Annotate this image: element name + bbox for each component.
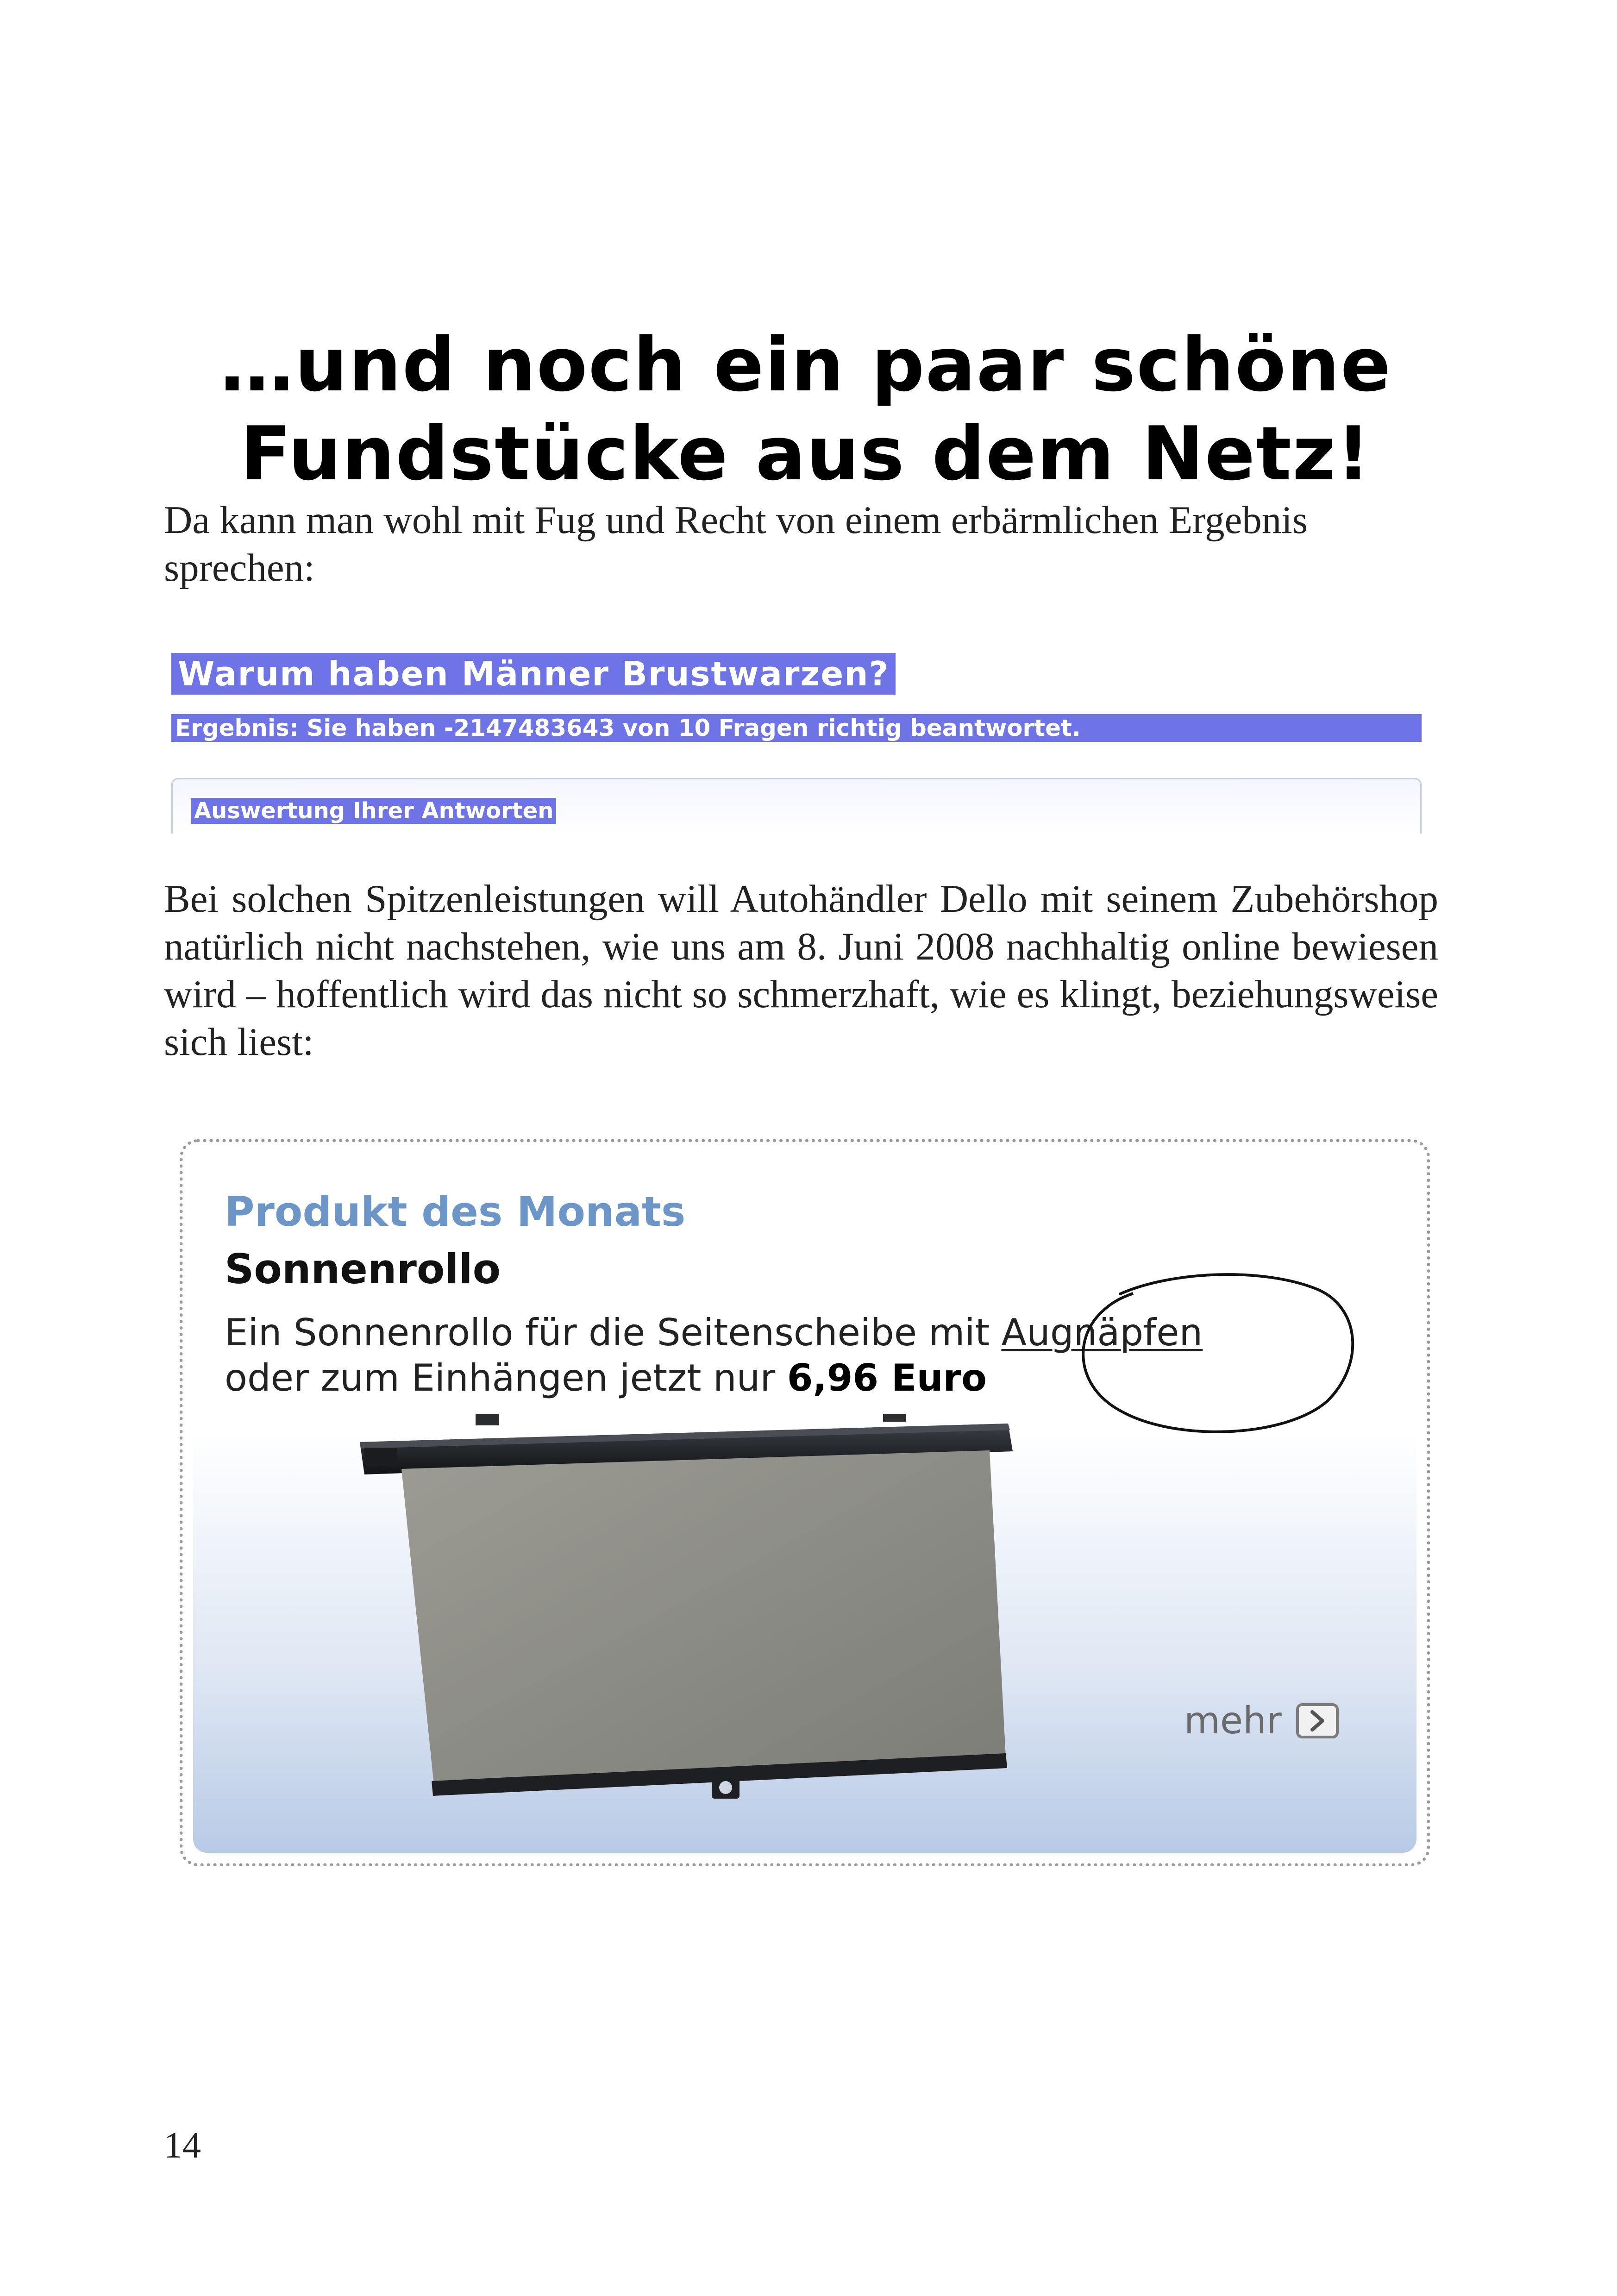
quiz-evaluation-panel	[171, 778, 1422, 834]
sun-blind-product-image	[351, 1414, 1022, 1853]
product-description-text-1: Ein Sonnenrollo für die Seitenscheibe mit	[225, 1311, 1002, 1354]
product-description-text-2: oder zum Einhängen jetzt nur	[225, 1356, 787, 1399]
arrow-right-icon	[1296, 1703, 1339, 1739]
second-paragraph: Bei solchen Spitzenleistungen will Autohändler Dello mit seinem Zubehörshop natürlich nicht nachstehen, wie uns am 8. Juni 2008 nachhaltig online bewiesen wird – hoffentlich wird das nicht so schmerzhaft, wie es klingt, beziehungsweise sich liest:	[164, 877, 1438, 1064]
product-price: 6,96 Euro	[787, 1356, 987, 1399]
product-of-month-box	[180, 1139, 1430, 1866]
page-number: 14	[164, 2125, 201, 2166]
more-link[interactable]	[1184, 1699, 1339, 1742]
product-description	[225, 1310, 1203, 1401]
quiz-screenshot	[167, 639, 1426, 834]
product-link-augnaepfen[interactable]: Augnäpfen	[1001, 1311, 1203, 1354]
product-description-line-1	[225, 1310, 1203, 1355]
heading-line-1: …und noch ein paar schöne	[219, 321, 1392, 408]
product-name: Sonnenrollo	[225, 1245, 501, 1293]
quiz-title: Warum haben Männer Brustwarzen?	[171, 653, 896, 695]
quiz-evaluation-label: Auswertung Ihrer Antworten	[191, 798, 556, 824]
intro-paragraph: Da kann man wohl mit Fug und Recht von einem erbärmlichen Ergebnis sprechen:	[164, 498, 1308, 590]
hand-drawn-circle-icon	[1068, 1262, 1365, 1443]
heading-line-2: Fundstücke aus dem Netz!	[240, 410, 1371, 497]
product-panel	[193, 1153, 1416, 1853]
quiz-result: Ergebnis: Sie haben -2147483643 von 10 Fragen richtig beantwortet.	[171, 714, 1422, 742]
product-kicker: Produkt des Monats	[225, 1188, 686, 1236]
more-label: mehr	[1184, 1699, 1282, 1742]
product-description-line-2	[225, 1355, 1203, 1401]
page-heading	[157, 320, 1454, 498]
